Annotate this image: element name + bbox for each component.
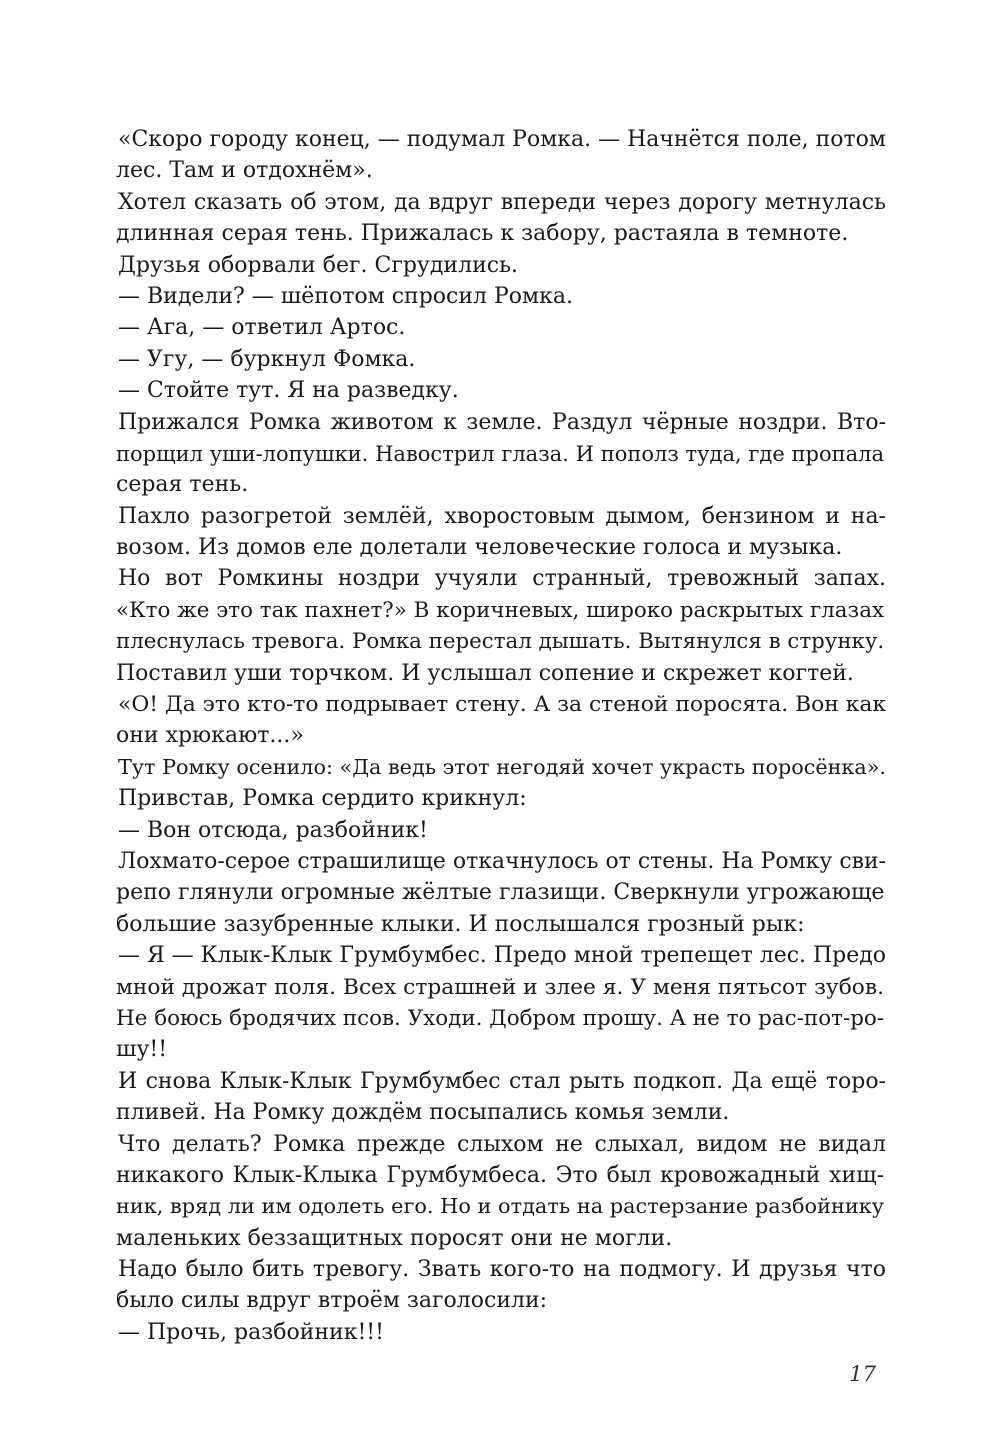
text-line: ник, вряд ли им одолеть его. Но и отдать на растерзание разбойнику bbox=[116, 1194, 884, 1219]
page-number: 17 bbox=[849, 1362, 876, 1386]
text-line: — Вон отсюда, разбойник! bbox=[118, 817, 428, 843]
text-line: — Я — Клык-Клык Грумбумбес. Предо мной трепещет лес. Предо bbox=[118, 943, 886, 969]
body-text bbox=[118, 124, 886, 1348]
text-line: порщил уши-лопушки. Навострил глаза. И пополз туда, где пропала bbox=[116, 440, 884, 466]
text-line: Но вот Ромкины ноздри учуяли странный, тревожный запах. bbox=[118, 566, 886, 592]
text-line: — Стойте тут. Я на разведку. bbox=[118, 378, 459, 404]
text-line: было силы вдруг втроём заголосили: bbox=[116, 1288, 548, 1314]
text-line: «Скоро городу конец, — подумал Ромка. — Начнётся поле, потом bbox=[118, 127, 886, 152]
text-line: — Ага, — ответил Артос. bbox=[118, 315, 406, 341]
text-line: И снова Клык-Клык Грумбумбес стал рыть подкоп. Да ещё торо- bbox=[118, 1068, 886, 1094]
text-line: — Прочь, разбойник!!! bbox=[118, 1319, 384, 1345]
text-line: Привстав, Ромка сердито крикнул: bbox=[118, 786, 527, 812]
text-line: репо глянули огромные жёлтые глазищи. Сверкнули угрожающе bbox=[116, 880, 885, 906]
text-line: — Угу, — буркнул Фомка. bbox=[118, 346, 416, 372]
text-line: Не боюсь бродячих псов. Уходи. Добром прошу. А не то рас-пот-ро- bbox=[116, 1005, 885, 1031]
text-line: «Кто же это так пахнет?» В коричневых, широко раскрытых глазах bbox=[116, 597, 884, 623]
text-line: возом. Из домов еле долетали человеческие голоса и музыка. bbox=[116, 535, 843, 561]
text-line: «О! Да это кто-то подрывает стену. А за стеной поросята. Вон как bbox=[118, 692, 887, 718]
text-line: Что делать? Ромка прежде слыхом не слыхал, видом не видал bbox=[118, 1131, 886, 1157]
text-line: большие зазубренные клыки. И послышался грозный рык: bbox=[116, 911, 805, 937]
text-line: Друзья оборвали бег. Сгрудились. bbox=[118, 252, 519, 278]
text-line: Пахло разогретой землёй, хворостовым дымом, бензином и на- bbox=[118, 503, 886, 529]
text-line: длинная серая тень. Прижалась к забору, растаяла в темноте. bbox=[116, 221, 849, 247]
text-line: плеснулась тревога. Ромка перестал дышать. Вытянулся в струнку. bbox=[116, 629, 885, 655]
text-line: никакого Клык-Клыка Грумбумбеса. Это был кровожадный хищ- bbox=[116, 1162, 884, 1188]
text-line: мной дрожат поля. Всех страшней и злее я. У меня пятьсот зубов. bbox=[116, 974, 884, 1000]
text-line: Надо было бить тревогу. Звать кого-то на подмогу. И друзья что bbox=[118, 1257, 886, 1283]
text-line: пливей. На Ромку дождём посыпались комья земли. bbox=[116, 1100, 730, 1126]
text-line: они хрюкают...» bbox=[116, 723, 304, 749]
text-line: — Видели? — шёпотом спросил Ромка. bbox=[118, 283, 573, 309]
text-line: маленьких беззащитных поросят они не могли. bbox=[116, 1225, 673, 1251]
text-line: Хотел сказать об этом, да вдруг впереди через дорогу метнулась bbox=[118, 189, 886, 215]
text-line: лес. Там и отдохнём». bbox=[116, 158, 373, 184]
text-line: Тут Ромку осенило: «Да ведь этот негодяй хочет украсть поросёнка». bbox=[118, 754, 886, 779]
text-line: Поставил уши торчком. И услышал сопение и скрежет когтей. bbox=[116, 660, 854, 686]
text-line: Прижался Ромка животом к земле. Раздул чёрные ноздри. Вто- bbox=[118, 409, 886, 435]
text-line: шу!! bbox=[116, 1037, 168, 1063]
text-line: серая тень. bbox=[116, 472, 249, 498]
text-line: Лохмато-серое страшилище откачнулось от стены. На Ромку сви- bbox=[118, 848, 886, 874]
